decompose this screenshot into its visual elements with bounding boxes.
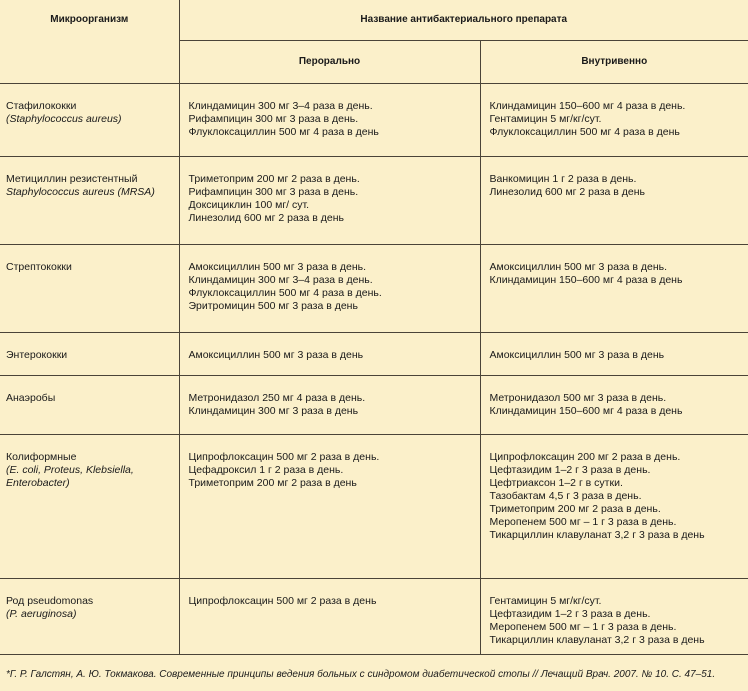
header-oral: Перорально bbox=[179, 40, 480, 83]
organism-latin-name: (P. aeruginosa) bbox=[6, 607, 77, 620]
iv-regimen-line: Тикарциллин клавуланат 3,2 г 3 раза в день bbox=[489, 528, 705, 541]
iv-regimen-cell bbox=[480, 332, 748, 375]
organism-cell bbox=[0, 578, 179, 654]
organism-cell bbox=[0, 434, 179, 578]
header-drug-name: Название антибактериального препарата bbox=[179, 0, 748, 40]
table-row bbox=[0, 332, 748, 375]
oral-regimen-cell bbox=[179, 375, 480, 434]
oral-regimen-line: Триметоприм 200 мг 2 раза в день bbox=[188, 476, 357, 489]
organism-name: Стрептококки bbox=[6, 260, 72, 273]
iv-regimen-line: Линезолид 600 мг 2 раза в день bbox=[489, 185, 646, 198]
iv-regimen-line: Цефтриаксон 1–2 г в сутки. bbox=[489, 476, 623, 489]
iv-regimen-line: Цефтазидим 1–2 г 3 раза в день. bbox=[489, 463, 651, 476]
organism-cell bbox=[0, 244, 179, 332]
oral-regimen-line: Цефадроксил 1 г 2 раза в день. bbox=[188, 463, 344, 476]
oral-regimen-cell bbox=[179, 434, 480, 578]
organism-cell bbox=[0, 375, 179, 434]
organism-name: Род pseudomonas bbox=[6, 594, 94, 607]
oral-regimen-line: Рифампицин 300 мг 3 раза в день. bbox=[188, 185, 359, 198]
iv-regimen-line: Меропенем 500 мг – 1 г 3 раза в день. bbox=[489, 515, 677, 528]
iv-regimen-line: Флуклоксациллин 500 мг 4 раза в день bbox=[489, 125, 680, 138]
iv-regimen-line: Клиндамицин 150–600 мг 4 раза в день. bbox=[489, 99, 686, 112]
iv-regimen-line: Клиндамицин 150–600 мг 4 раза в день bbox=[489, 273, 683, 286]
organism-cell bbox=[0, 332, 179, 375]
organism-latin-name: Staphylococcus aureus (MRSA) bbox=[6, 185, 155, 198]
oral-regimen-line: Флуклоксациллин 500 мг 4 раза в день. bbox=[188, 286, 382, 299]
iv-regimen-line: Триметоприм 200 мг 2 раза в день. bbox=[489, 502, 661, 515]
oral-regimen-cell bbox=[179, 578, 480, 654]
iv-regimen-line: Клиндамицин 150–600 мг 4 раза в день bbox=[489, 404, 683, 417]
table-row bbox=[0, 244, 748, 332]
organism-cell bbox=[0, 83, 179, 156]
oral-regimen-line: Амоксициллин 500 мг 3 раза в день bbox=[188, 348, 364, 361]
oral-regimen-line: Клиндамицин 300 мг 3–4 раза в день. bbox=[188, 273, 373, 286]
iv-regimen-line: Тикарциллин клавуланат 3,2 г 3 раза в день bbox=[489, 633, 705, 646]
iv-regimen-line: Гентамицин 5 мг/кг/сут. bbox=[489, 112, 602, 125]
oral-regimen-line: Триметоприм 200 мг 2 раза в день. bbox=[188, 172, 360, 185]
oral-regimen-line: Амоксициллин 500 мг 3 раза в день. bbox=[188, 260, 367, 273]
organism-cell bbox=[0, 156, 179, 244]
table-body bbox=[0, 83, 748, 654]
source-note: *Г. Р. Галстян, А. Ю. Токмакова. Современные принципы ведения больных с синдромом диабетической стопы // Лечащий Врач. 2007. № 10. С. 47–51. bbox=[6, 669, 716, 680]
table-row bbox=[0, 578, 748, 654]
oral-regimen-line: Клиндамицин 300 мг 3 раза в день bbox=[188, 404, 359, 417]
oral-regimen-line: Линезолид 600 мг 2 раза в день bbox=[188, 211, 345, 224]
oral-regimen-line: Флуклоксациллин 500 мг 4 раза в день bbox=[188, 125, 379, 138]
iv-regimen-line: Ципрофлоксацин 200 мг 2 раза в день. bbox=[489, 450, 681, 463]
iv-regimen-cell bbox=[480, 83, 748, 156]
iv-regimen-line: Метронидазол 500 мг 3 раза в день. bbox=[489, 391, 667, 404]
oral-regimen-line: Метронидазол 250 мг 4 раза в день. bbox=[188, 391, 366, 404]
oral-regimen-cell bbox=[179, 156, 480, 244]
oral-regimen-line: Ципрофлоксацин 500 мг 2 раза в день. bbox=[188, 450, 380, 463]
iv-regimen-line: Меропенем 500 мг – 1 г 3 раза в день. bbox=[489, 620, 677, 633]
organism-name: Метициллин резистентный bbox=[6, 172, 138, 185]
organism-name: Энтерококки bbox=[6, 348, 68, 361]
organism-name: Анаэробы bbox=[6, 391, 56, 404]
iv-regimen-cell bbox=[480, 434, 748, 578]
oral-regimen-line: Ципрофлоксацин 500 мг 2 раза в день bbox=[188, 594, 377, 607]
header-iv: Внутривенно bbox=[480, 40, 748, 83]
oral-regimen-line: Рифампицин 300 мг 3 раза в день. bbox=[188, 112, 359, 125]
table-row bbox=[0, 434, 748, 578]
iv-regimen-cell bbox=[480, 244, 748, 332]
iv-regimen-line: Гентамицин 5 мг/кг/сут. bbox=[489, 594, 602, 607]
organism-latin-name: (Staphylococcus aureus) bbox=[6, 112, 122, 125]
iv-regimen-cell bbox=[480, 156, 748, 244]
iv-regimen-line: Ванкомицин 1 г 2 раза в день. bbox=[489, 172, 637, 185]
organism-name: Колиформные bbox=[6, 450, 77, 463]
iv-regimen-cell bbox=[480, 578, 748, 654]
oral-regimen-line: Доксициклин 100 мг/ сут. bbox=[188, 198, 310, 211]
iv-regimen-line: Цефтазидим 1–2 г 3 раза в день. bbox=[489, 607, 651, 620]
organism-latin-name: Enterobacter) bbox=[6, 476, 70, 489]
oral-regimen-line: Эритромицин 500 мг 3 раза в день bbox=[188, 299, 358, 312]
iv-regimen-line: Амоксициллин 500 мг 3 раза в день. bbox=[489, 260, 668, 273]
oral-regimen-cell bbox=[179, 244, 480, 332]
iv-regimen-line: Тазобактам 4,5 г 3 раза в день. bbox=[489, 489, 642, 502]
organism-latin-name: (E. coli, Proteus, Klebsiella, bbox=[6, 463, 134, 476]
oral-regimen-cell bbox=[179, 83, 480, 156]
header-organism: Микроорганизм bbox=[0, 0, 179, 83]
oral-regimen-line: Клиндамицин 300 мг 3–4 раза в день. bbox=[188, 99, 373, 112]
iv-regimen-cell bbox=[480, 375, 748, 434]
iv-regimen-line: Амоксициллин 500 мг 3 раза в день bbox=[489, 348, 665, 361]
oral-regimen-cell bbox=[179, 332, 480, 375]
table-row bbox=[0, 375, 748, 434]
organism-name: Стафилококки bbox=[6, 99, 77, 112]
table-row bbox=[0, 156, 748, 244]
table-row bbox=[0, 83, 748, 156]
